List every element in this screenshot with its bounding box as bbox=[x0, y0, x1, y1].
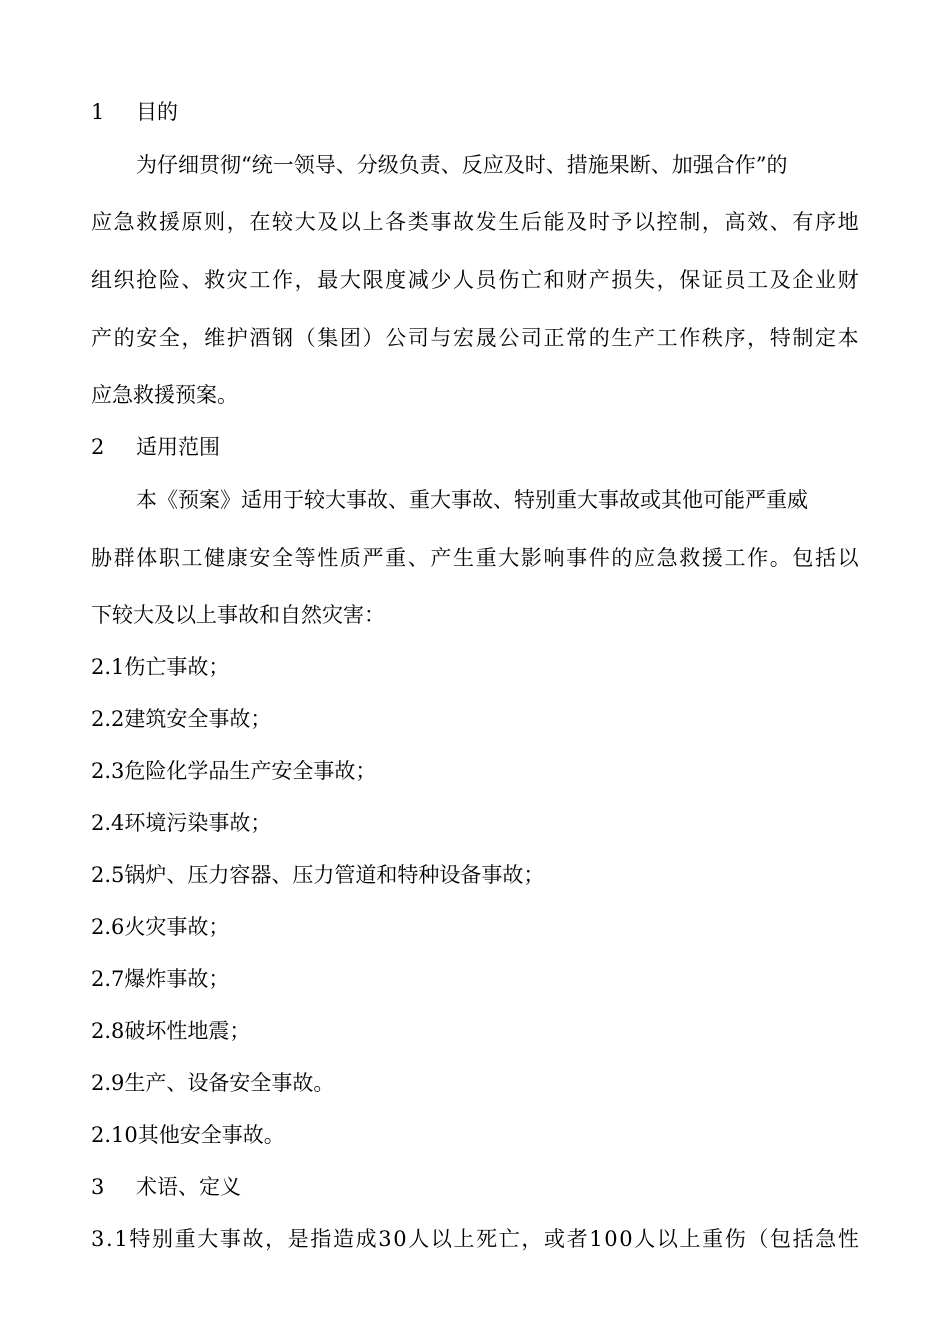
list-item: 2.6火灾事故； bbox=[91, 915, 230, 939]
paragraph-line: 胁 群 体 职 工 健 康 安 全 等 性 质 严 重 、 产 生 重 大 影 响 事 件 的 应 急 救 援 工 作 。 包 括 以 bbox=[91, 546, 859, 570]
paragraph-line: 3 . 1 特 别 重 大 事 故 ， 是 指 造 成 3 0 人 以 上 死 亡 ， 或 者 1 0 0 人 以 上 重 伤 （ 包 括 急 性 bbox=[91, 1227, 859, 1251]
paragraph-line: 应 急 救 援 原 则 ， 在 较 大 及 以 上 各 类 事 故 发 生 后 能 及 时 予 以 控 制 ， 高 效 、 有 序 地 bbox=[91, 210, 859, 234]
list-item: 2.3危险化学品生产安全事故； bbox=[91, 759, 377, 783]
paragraph-line: 应急救援预案。 bbox=[91, 383, 238, 407]
section-title: 术语、定义 bbox=[136, 1175, 241, 1199]
section-number: 1 bbox=[91, 100, 105, 124]
paragraph-line: 下较大及以上事故和自然灾害： bbox=[91, 603, 385, 627]
section-number: 2 bbox=[91, 435, 105, 459]
list-item: 2.7爆炸事故； bbox=[91, 967, 230, 991]
list-item: 2.1伤亡事故； bbox=[91, 655, 230, 679]
list-item: 2.9生产、设备安全事故。 bbox=[91, 1071, 335, 1095]
list-item: 2.10其他安全事故。 bbox=[91, 1123, 285, 1147]
list-item: 2.2建筑安全事故； bbox=[91, 707, 272, 731]
paragraph-line: 组 织 抢 险 、 救 灾 工 作 ， 最 大 限 度 减 少 人 员 伤 亡 和 财 产 损 失 ， 保 证 员 工 及 企 业 财 bbox=[91, 268, 859, 292]
section-number: 3 bbox=[91, 1175, 105, 1199]
paragraph-line: 产 的 安 全 ， 维 护 酒 钢 （ 集 团 ） 公 司 与 宏 晟 公 司 正 常 的 生 产 工 作 秩 序 ， 特 制 定 本 bbox=[91, 326, 859, 350]
list-item: 2.5锅炉、压力容器、压力管道和特种设备事故； bbox=[91, 863, 545, 887]
paragraph-line: 本《预案》适用于较大事故、重大事故、特别重大事故或其他可能严重威 bbox=[136, 488, 808, 512]
list-item: 2.8破坏性地震； bbox=[91, 1019, 251, 1043]
section-title: 适用范围 bbox=[136, 435, 220, 459]
paragraph-line: 为仔细贯彻“统一领导、分级负责、反应及时、措施果断、加强合作”的 bbox=[136, 153, 788, 177]
list-item: 2.4环境污染事故； bbox=[91, 811, 272, 835]
section-title: 目的 bbox=[136, 100, 178, 124]
